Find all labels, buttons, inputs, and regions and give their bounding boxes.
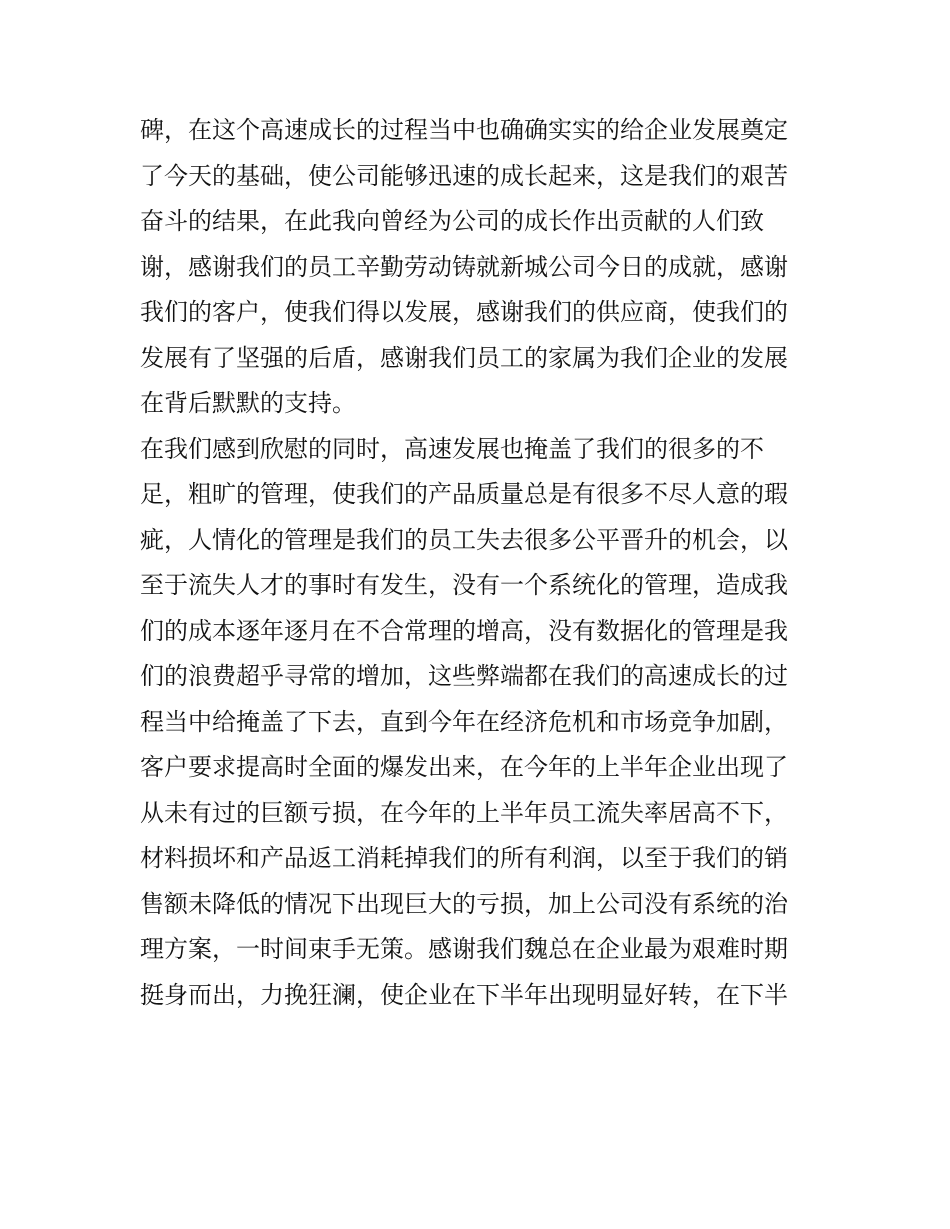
text-line: 材料损坏和产品返工消耗掉我们的所有利润，以至于我们的销 [140,844,788,872]
text-line: 从未有过的巨额亏损，在今年的上半年员工流失率居高不下， [140,798,788,827]
text-line: 至于流失人才的事时有发生，没有一个系统化的管理，造成我 [140,571,788,599]
text-line: 我们的客户，使我们得以发展，感谢我们的供应商，使我们的 [140,298,788,326]
text-line: 了今天的基础，使公司能够迅速的成长起来，这是我们的艰苦 [140,161,788,190]
text-line: 奋斗的结果，在此我向曾经为公司的成长作出贡献的人们致 [140,207,764,235]
text-line: 在背后默默的支持。 [140,389,356,417]
text-line: 挺身而出，力挽狂澜，使企业在下半年出现明显好转，在下半 [140,980,788,1009]
text-line: 发展有了坚强的后盾，感谢我们员工的家属为我们企业的发展 [140,343,788,372]
text-line: 谢，感谢我们的员工辛勤劳动铸就新城公司今日的成就，感谢 [140,252,788,281]
text-line: 足，粗旷的管理，使我们的产品质量总是有很多不尽人意的瑕 [140,480,788,508]
text-line: 售额未降低的情况下出现巨大的亏损，加上公司没有系统的治 [140,889,788,918]
text-line: 程当中给掩盖了下去，直到今年在经济危机和市场竞争加剧， [140,707,788,736]
document-body [140,108,830,1018]
text-line: 们的浪费超乎寻常的增加，这些弊端都在我们的高速成长的过 [140,662,788,690]
text-line: 在我们感到欣慰的同时，高速发展也掩盖了我们的很多的不 [140,434,764,463]
text-line: 们的成本逐年逐月在不合常理的增高，没有数据化的管理是我 [140,616,788,645]
text-line: 疵，人情化的管理是我们的员工失去很多公平晋升的机会，以 [140,525,788,554]
text-line: 理方案，一时间束手无策。感谢我们魏总在企业最为艰难时期 [140,935,788,963]
text-line: 客户要求提高时全面的爆发出来，在今年的上半年企业出现了 [140,753,788,781]
text-line: 碑，在这个高速成长的过程当中也确确实实的给企业发展奠定 [140,116,788,144]
